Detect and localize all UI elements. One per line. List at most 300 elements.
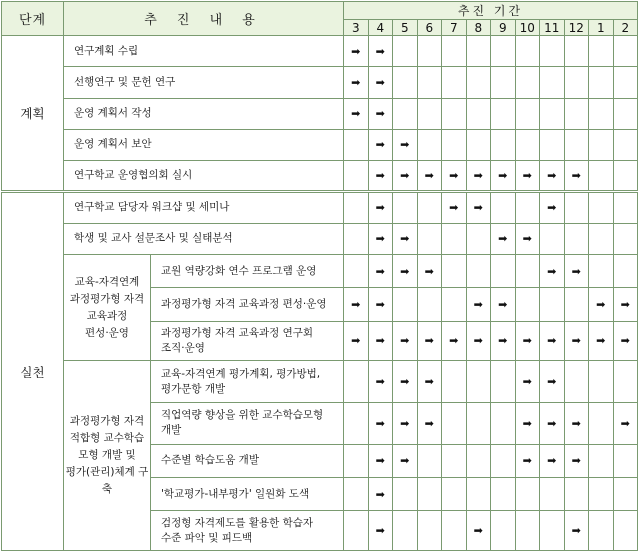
schedule-cell bbox=[393, 321, 418, 361]
schedule-cell bbox=[540, 129, 565, 160]
schedule-cell bbox=[417, 254, 442, 287]
schedule-cell bbox=[368, 67, 393, 98]
schedule-cell bbox=[417, 98, 442, 129]
schedule-cell bbox=[417, 223, 442, 254]
arrow-icon: ➡ bbox=[449, 169, 459, 183]
schedule-cell bbox=[491, 192, 516, 223]
schedule-cell bbox=[589, 288, 614, 321]
schedule-cell bbox=[589, 129, 614, 160]
arrow-icon: ➡ bbox=[351, 75, 361, 89]
rows.7.task-line: 교원 역량강화 연수 프로그램 운영 bbox=[161, 264, 317, 277]
schedule-cell bbox=[589, 192, 614, 223]
arrow-icon: ➡ bbox=[375, 416, 385, 430]
schedule-cell bbox=[417, 361, 442, 403]
rows.1.task-line: 선행연구 및 문헌 연구 bbox=[74, 75, 176, 88]
table-row bbox=[2, 254, 638, 287]
arrow-icon: ➡ bbox=[571, 454, 581, 468]
table-row bbox=[2, 192, 638, 223]
schedule-cell bbox=[393, 192, 418, 223]
schedule-cell bbox=[564, 444, 589, 477]
schedule-cell bbox=[564, 477, 589, 510]
month-header: 7 bbox=[442, 20, 467, 36]
schedule-cell bbox=[515, 477, 540, 510]
schedule-cell bbox=[540, 36, 565, 67]
arrow-icon: ➡ bbox=[351, 334, 361, 348]
schedule-cell bbox=[344, 511, 369, 551]
schedule-cell bbox=[589, 223, 614, 254]
arrow-icon: ➡ bbox=[351, 297, 361, 311]
schedule-cell bbox=[515, 67, 540, 98]
arrow-icon: ➡ bbox=[473, 201, 483, 215]
arrow-icon: ➡ bbox=[571, 334, 581, 348]
arrow-icon: ➡ bbox=[620, 334, 630, 348]
schedule-cell bbox=[515, 321, 540, 361]
schedule-cell bbox=[368, 321, 393, 361]
task-label bbox=[64, 67, 344, 98]
schedule-cell bbox=[491, 361, 516, 403]
arrow-icon: ➡ bbox=[400, 232, 410, 246]
month-header: 3 bbox=[344, 20, 369, 36]
arrow-icon: ➡ bbox=[473, 524, 483, 538]
schedule-cell bbox=[589, 402, 614, 444]
arrow-icon: ➡ bbox=[375, 201, 385, 215]
schedule-cell bbox=[442, 129, 467, 160]
schedule-cell bbox=[613, 129, 638, 160]
month-header: 5 bbox=[393, 20, 418, 36]
task-label bbox=[64, 192, 344, 223]
schedule-cell bbox=[442, 192, 467, 223]
table-row bbox=[2, 223, 638, 254]
arrow-icon: ➡ bbox=[375, 107, 385, 121]
schedule-cell bbox=[589, 361, 614, 403]
schedule-cell bbox=[368, 223, 393, 254]
schedule-cell bbox=[515, 361, 540, 403]
schedule-cell bbox=[564, 129, 589, 160]
schedule-cell bbox=[540, 477, 565, 510]
schedule-cell bbox=[393, 161, 418, 192]
schedule-cell bbox=[540, 444, 565, 477]
groups.0.lines-line: 교육과정 bbox=[86, 309, 128, 322]
groups.0.lines-line: 편성·운영 bbox=[85, 326, 129, 339]
schedule-cell bbox=[491, 36, 516, 67]
arrow-icon: ➡ bbox=[547, 264, 557, 278]
schedule-cell bbox=[589, 67, 614, 98]
schedule-cell bbox=[393, 67, 418, 98]
schedule-cell bbox=[613, 223, 638, 254]
groups.0.lines-line: 교육-자격연계 bbox=[74, 275, 140, 288]
schedule-cell bbox=[540, 67, 565, 98]
schedule-cell bbox=[344, 361, 369, 403]
schedule-cell bbox=[613, 36, 638, 67]
schedule-cell bbox=[515, 402, 540, 444]
schedule-cell bbox=[442, 254, 467, 287]
schedule-cell bbox=[466, 192, 491, 223]
groups.1.lines-line: 과정평가형 자격 bbox=[69, 415, 145, 428]
schedule-cell bbox=[466, 223, 491, 254]
schedule-table bbox=[1, 1, 638, 551]
arrow-icon: ➡ bbox=[424, 334, 434, 348]
rows.6.task-line: 학생 및 교사 설문조사 및 실태분석 bbox=[74, 232, 233, 245]
schedule-cell bbox=[442, 98, 467, 129]
schedule-cell bbox=[417, 161, 442, 192]
groups.0.lines-line: 과정평가형 자격 bbox=[69, 292, 145, 305]
schedule-cell bbox=[540, 321, 565, 361]
schedule-cell bbox=[344, 254, 369, 287]
schedule-cell bbox=[515, 129, 540, 160]
schedule-cell bbox=[613, 511, 638, 551]
arrow-icon: ➡ bbox=[400, 264, 410, 278]
schedule-cell bbox=[491, 129, 516, 160]
arrow-icon: ➡ bbox=[522, 375, 532, 389]
schedule-cell bbox=[344, 67, 369, 98]
schedule-cell bbox=[540, 223, 565, 254]
schedule-cell bbox=[589, 477, 614, 510]
table-row bbox=[2, 67, 638, 98]
arrow-icon: ➡ bbox=[375, 524, 385, 538]
schedule-cell bbox=[515, 98, 540, 129]
schedule-cell bbox=[466, 444, 491, 477]
schedule-cell bbox=[589, 444, 614, 477]
schedule-cell bbox=[442, 67, 467, 98]
schedule-cell bbox=[368, 477, 393, 510]
arrow-icon: ➡ bbox=[400, 169, 410, 183]
schedule-cell bbox=[540, 361, 565, 403]
rows.11.task-line: 직업역량 향상을 위한 교수학습모형 bbox=[161, 409, 324, 422]
arrow-icon: ➡ bbox=[375, 487, 385, 501]
schedule-cell bbox=[564, 36, 589, 67]
arrow-icon: ➡ bbox=[571, 264, 581, 278]
task-label bbox=[151, 511, 344, 551]
task-label bbox=[151, 361, 344, 403]
arrow-icon: ➡ bbox=[449, 334, 459, 348]
arrow-icon: ➡ bbox=[375, 334, 385, 348]
schedule-cell bbox=[589, 36, 614, 67]
schedule-cell bbox=[613, 98, 638, 129]
schedule-cell bbox=[368, 444, 393, 477]
arrow-icon: ➡ bbox=[498, 334, 508, 348]
schedule-cell bbox=[613, 361, 638, 403]
arrow-icon: ➡ bbox=[571, 416, 581, 430]
schedule-cell bbox=[540, 192, 565, 223]
schedule-cell bbox=[515, 36, 540, 67]
schedule-cell bbox=[564, 192, 589, 223]
schedule-cell bbox=[540, 511, 565, 551]
schedule-cell bbox=[564, 254, 589, 287]
groups.1.lines-line: 적합형 교수학습 bbox=[69, 432, 145, 445]
arrow-icon: ➡ bbox=[522, 232, 532, 246]
arrow-icon: ➡ bbox=[498, 297, 508, 311]
task-label bbox=[151, 444, 344, 477]
header-period: 추진 기간 bbox=[344, 2, 638, 20]
schedule-cell bbox=[442, 402, 467, 444]
schedule-cell bbox=[442, 511, 467, 551]
rows.10.task-line: 평가문항 개발 bbox=[161, 382, 226, 395]
schedule-cell bbox=[491, 477, 516, 510]
schedule-cell bbox=[393, 511, 418, 551]
schedule-cell bbox=[466, 361, 491, 403]
month-header: 4 bbox=[368, 20, 393, 36]
schedule-cell bbox=[344, 98, 369, 129]
schedule-cell bbox=[466, 98, 491, 129]
schedule-cell bbox=[344, 223, 369, 254]
arrow-icon: ➡ bbox=[424, 416, 434, 430]
schedule-cell bbox=[466, 254, 491, 287]
schedule-cell bbox=[368, 361, 393, 403]
task-label bbox=[151, 402, 344, 444]
schedule-cell bbox=[589, 321, 614, 361]
arrow-icon: ➡ bbox=[400, 334, 410, 348]
schedule-cell bbox=[466, 67, 491, 98]
table-row bbox=[2, 361, 638, 403]
arrow-icon: ➡ bbox=[375, 264, 385, 278]
schedule-cell bbox=[344, 36, 369, 67]
rows.10.task-line: 교육-자격연계 평가계획, 평가방법, bbox=[161, 367, 321, 380]
month-header: 1 bbox=[589, 20, 614, 36]
schedule-cell bbox=[368, 402, 393, 444]
arrow-icon: ➡ bbox=[351, 44, 361, 58]
schedule-cell bbox=[442, 223, 467, 254]
schedule-cell bbox=[442, 444, 467, 477]
schedule-cell bbox=[344, 161, 369, 192]
schedule-cell bbox=[515, 161, 540, 192]
schedule-cell bbox=[515, 511, 540, 551]
arrow-icon: ➡ bbox=[424, 375, 434, 389]
arrow-icon: ➡ bbox=[620, 416, 630, 430]
arrow-icon: ➡ bbox=[522, 416, 532, 430]
schedule-cell bbox=[613, 161, 638, 192]
schedule-cell bbox=[368, 161, 393, 192]
table-row bbox=[2, 129, 638, 160]
rows.9.task-line: 조직·운영 bbox=[161, 341, 205, 354]
schedule-cell bbox=[613, 402, 638, 444]
schedule-cell bbox=[344, 129, 369, 160]
rows.11.task-line: 개발 bbox=[161, 424, 182, 437]
schedule-cell bbox=[442, 361, 467, 403]
schedule-cell bbox=[368, 129, 393, 160]
schedule-cell bbox=[417, 444, 442, 477]
schedule-cell bbox=[393, 254, 418, 287]
month-header: 9 bbox=[491, 20, 516, 36]
schedule-cell bbox=[393, 223, 418, 254]
schedule-cell bbox=[466, 477, 491, 510]
arrow-icon: ➡ bbox=[620, 297, 630, 311]
rows.4.task-line: 연구학교 운영협의회 실시 bbox=[74, 169, 193, 182]
rows.0.task-line: 연구계획 수립 bbox=[74, 44, 139, 57]
task-label bbox=[64, 36, 344, 67]
arrow-icon: ➡ bbox=[473, 169, 483, 183]
arrow-icon: ➡ bbox=[375, 44, 385, 58]
groups.1.lines-line: 평가(관리)체계 구축 bbox=[65, 466, 149, 496]
arrow-icon: ➡ bbox=[547, 201, 557, 215]
groups.1.lines-line: 모형 개발 및 bbox=[78, 449, 136, 462]
arrow-icon: ➡ bbox=[375, 232, 385, 246]
schedule-cell bbox=[564, 223, 589, 254]
schedule-cell bbox=[589, 254, 614, 287]
arrow-icon: ➡ bbox=[571, 524, 581, 538]
arrow-icon: ➡ bbox=[596, 334, 606, 348]
arrow-icon: ➡ bbox=[424, 264, 434, 278]
schedule-cell bbox=[417, 321, 442, 361]
group-label bbox=[64, 254, 151, 360]
schedule-cell bbox=[491, 223, 516, 254]
schedule-cell bbox=[540, 161, 565, 192]
schedule-cell bbox=[491, 161, 516, 192]
rows.8.task-line: 과정평가형 자격 교육과정 편성·운영 bbox=[161, 297, 327, 310]
schedule-cell bbox=[393, 402, 418, 444]
schedule-cell bbox=[491, 402, 516, 444]
month-header: 10 bbox=[515, 20, 540, 36]
schedule-cell bbox=[540, 254, 565, 287]
arrow-icon: ➡ bbox=[400, 416, 410, 430]
schedule-cell bbox=[417, 288, 442, 321]
schedule-cell bbox=[515, 254, 540, 287]
schedule-cell bbox=[368, 511, 393, 551]
schedule-cell bbox=[613, 477, 638, 510]
arrow-icon: ➡ bbox=[375, 375, 385, 389]
schedule-cell bbox=[491, 254, 516, 287]
rows.3.task-line: 운영 계획서 보안 bbox=[74, 138, 152, 151]
arrow-icon: ➡ bbox=[473, 334, 483, 348]
schedule-cell bbox=[589, 98, 614, 129]
schedule-cell bbox=[613, 444, 638, 477]
schedule-cell bbox=[613, 67, 638, 98]
arrow-icon: ➡ bbox=[547, 375, 557, 389]
stage-label: 계획 bbox=[2, 36, 64, 192]
schedule-cell bbox=[466, 129, 491, 160]
schedule-cell bbox=[589, 511, 614, 551]
schedule-cell bbox=[540, 288, 565, 321]
arrow-icon: ➡ bbox=[522, 454, 532, 468]
schedule-cell bbox=[368, 192, 393, 223]
schedule-cell bbox=[417, 129, 442, 160]
schedule-cell bbox=[466, 36, 491, 67]
schedule-cell bbox=[491, 98, 516, 129]
schedule-cell bbox=[466, 161, 491, 192]
schedule-cell bbox=[564, 98, 589, 129]
arrow-icon: ➡ bbox=[571, 169, 581, 183]
schedule-cell bbox=[491, 444, 516, 477]
schedule-cell bbox=[417, 36, 442, 67]
rows.14.task-line: 수준 파악 및 피드백 bbox=[161, 531, 253, 544]
arrow-icon: ➡ bbox=[400, 454, 410, 468]
schedule-cell bbox=[442, 36, 467, 67]
task-label bbox=[64, 98, 344, 129]
month-header: 11 bbox=[540, 20, 565, 36]
arrow-icon: ➡ bbox=[498, 232, 508, 246]
arrow-icon: ➡ bbox=[473, 297, 483, 311]
schedule-cell bbox=[417, 511, 442, 551]
schedule-cell bbox=[442, 288, 467, 321]
schedule-cell bbox=[564, 361, 589, 403]
schedule-cell bbox=[491, 288, 516, 321]
schedule-cell bbox=[393, 361, 418, 403]
arrow-icon: ➡ bbox=[498, 169, 508, 183]
schedule-cell bbox=[613, 192, 638, 223]
task-label bbox=[151, 477, 344, 510]
arrow-icon: ➡ bbox=[375, 169, 385, 183]
table-row bbox=[2, 98, 638, 129]
schedule-cell bbox=[368, 288, 393, 321]
schedule-cell bbox=[368, 36, 393, 67]
task-label bbox=[151, 288, 344, 321]
arrow-icon: ➡ bbox=[375, 297, 385, 311]
arrow-icon: ➡ bbox=[596, 297, 606, 311]
schedule-cell bbox=[344, 444, 369, 477]
rows.9.task-line: 과정평가형 자격 교육과정 연구회 bbox=[161, 326, 314, 339]
task-label bbox=[64, 223, 344, 254]
arrow-icon: ➡ bbox=[375, 454, 385, 468]
schedule-cell bbox=[564, 321, 589, 361]
task-label bbox=[151, 254, 344, 287]
month-header: 8 bbox=[466, 20, 491, 36]
schedule-cell bbox=[589, 161, 614, 192]
schedule-cell bbox=[417, 192, 442, 223]
schedule-cell bbox=[466, 511, 491, 551]
schedule-cell bbox=[564, 67, 589, 98]
schedule-cell bbox=[344, 402, 369, 444]
arrow-icon: ➡ bbox=[547, 334, 557, 348]
month-header: 2 bbox=[613, 20, 638, 36]
schedule-cell bbox=[393, 36, 418, 67]
arrow-icon: ➡ bbox=[547, 416, 557, 430]
task-label bbox=[151, 321, 344, 361]
rows.5.task-line: 연구학교 담당자 워크샵 및 세미나 bbox=[74, 201, 230, 214]
schedule-cell bbox=[442, 161, 467, 192]
header-stage: 단계 bbox=[2, 2, 64, 36]
table-row bbox=[2, 36, 638, 67]
schedule-cell bbox=[564, 161, 589, 192]
schedule-cell bbox=[442, 477, 467, 510]
arrow-icon: ➡ bbox=[400, 375, 410, 389]
schedule-cell bbox=[564, 288, 589, 321]
stage-label: 실천 bbox=[2, 192, 64, 551]
schedule-cell bbox=[515, 223, 540, 254]
task-label bbox=[64, 129, 344, 160]
schedule-cell bbox=[613, 288, 638, 321]
arrow-icon: ➡ bbox=[375, 75, 385, 89]
schedule-cell bbox=[344, 288, 369, 321]
schedule-cell bbox=[491, 321, 516, 361]
schedule-cell bbox=[491, 511, 516, 551]
schedule-cell bbox=[466, 402, 491, 444]
schedule-cell bbox=[613, 254, 638, 287]
schedule-cell bbox=[466, 288, 491, 321]
schedule-cell bbox=[344, 321, 369, 361]
schedule-cell bbox=[368, 254, 393, 287]
schedule-cell bbox=[344, 477, 369, 510]
schedule-cell bbox=[442, 321, 467, 361]
schedule-cell bbox=[417, 402, 442, 444]
schedule-cell bbox=[417, 477, 442, 510]
month-header: 12 bbox=[564, 20, 589, 36]
schedule-cell bbox=[564, 511, 589, 551]
schedule-cell bbox=[368, 98, 393, 129]
task-label bbox=[64, 161, 344, 192]
schedule-cell bbox=[393, 129, 418, 160]
schedule-cell bbox=[515, 288, 540, 321]
arrow-icon: ➡ bbox=[351, 107, 361, 121]
header-content: 추 진 내 용 bbox=[64, 2, 344, 36]
rows.2.task-line: 운영 계획서 작성 bbox=[74, 107, 152, 120]
rows.12.task-line: 수준별 학습도움 개발 bbox=[161, 454, 259, 467]
schedule-cell bbox=[466, 321, 491, 361]
schedule-cell bbox=[540, 402, 565, 444]
schedule-cell bbox=[515, 192, 540, 223]
arrow-icon: ➡ bbox=[424, 169, 434, 183]
schedule-cell bbox=[393, 98, 418, 129]
schedule-cell bbox=[417, 67, 442, 98]
arrow-icon: ➡ bbox=[449, 201, 459, 215]
